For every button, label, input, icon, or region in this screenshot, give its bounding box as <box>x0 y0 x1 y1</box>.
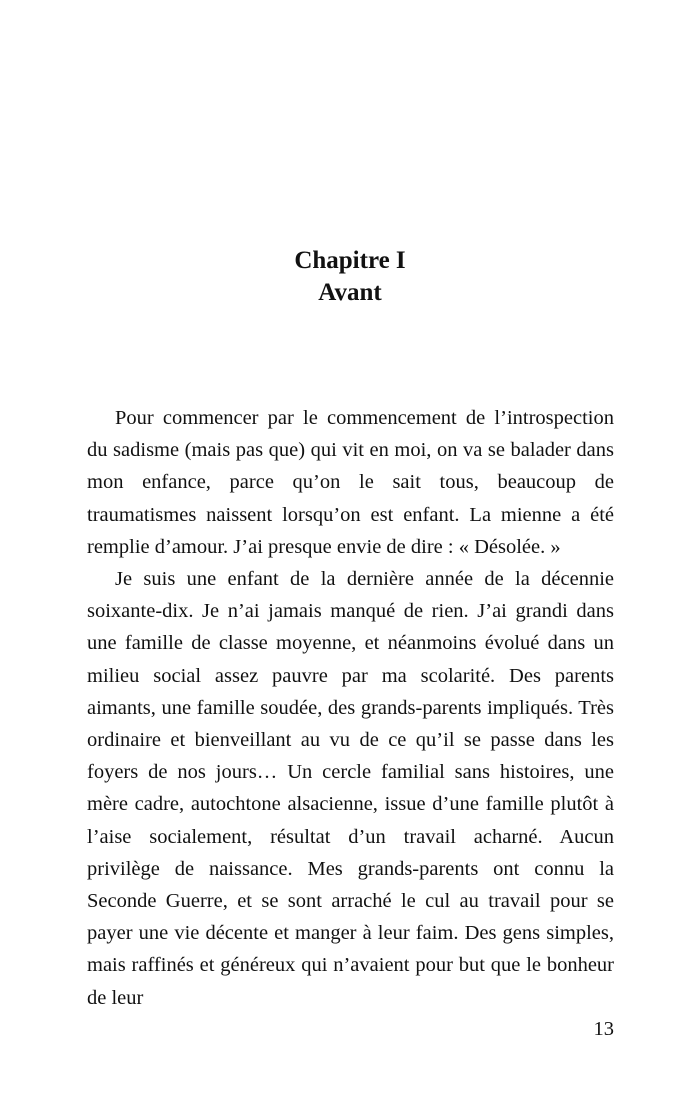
chapter-subtitle: Avant <box>318 279 382 306</box>
paragraph: Je suis une enfant de la dernière année de la décennie soixante-dix. Je n’ai jamais manqué de rien. J’ai grandi dans une famille de classe moyenne, et néanmoins évolué dans un milieu social assez pauvre par ma scolarité. Des parents aimants, une famille soudée, des grands-parents impliqués. Très ordinaire et bienveillant au vu de ce qu’il se passe dans les foyers de nos jours… Un cercle familial sans histoires, une mère cadre, autochtone alsacienne, issue d’une famille plutôt à l’aise socialement, résultat d’un travail acharné. Aucun privilège de naissance. Mes grands-parents ont connu la Seconde Guerre, et se sont arraché le cul au travail pour se payer une vie décente et manger à leur faim. Des gens simples, mais raffinés et généreux qui n’avaient pour but que le bonheur de leur <box>87 568 614 1009</box>
chapter-body <box>87 402 614 1014</box>
paragraph: Pour commencer par le commencement de l’introspection du sadisme (mais pas que) qui vit en moi, on va se balader dans mon enfance, parce qu’on le sait tous, beaucoup de traumatismes naissent lorsqu’on est enfant. La mienne a été remplie d’amour. J’ai presque envie de dire : « Désolée. » <box>87 407 614 558</box>
page-number: 13 <box>593 1018 614 1040</box>
chapter-title: Chapitre I <box>294 247 406 274</box>
chapter-heading <box>0 245 700 309</box>
